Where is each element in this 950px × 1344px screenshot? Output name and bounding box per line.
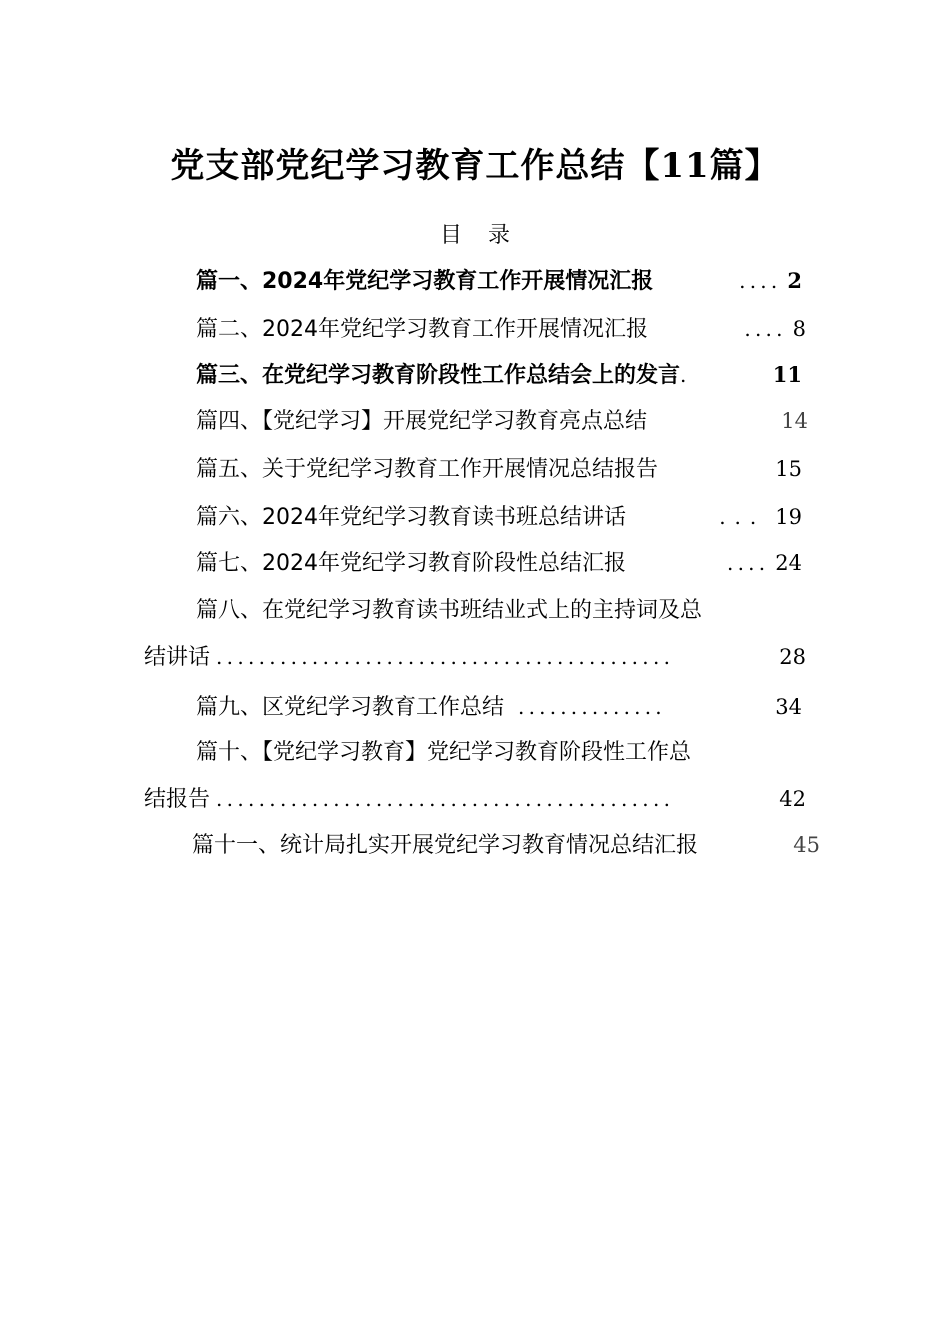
toc-entry[interactable] xyxy=(196,454,802,485)
toc-page-number: 42 xyxy=(779,787,806,811)
toc-entry[interactable] xyxy=(192,830,820,861)
toc-entry-text: 篇四、【党纪学习】开展党纪学习教育亮点总结 xyxy=(196,409,648,434)
toc-heading: 目录 xyxy=(439,223,536,248)
toc-page-number: 19 xyxy=(775,505,802,529)
toc-entry-continuation[interactable] xyxy=(144,642,806,673)
toc-page-number: 2 xyxy=(787,268,802,293)
toc-leader: ........................................... xyxy=(216,787,675,811)
toc-page-number: 24 xyxy=(775,551,802,575)
toc-entry-text: 篇三、在党纪学习教育阶段性工作总结会上的发言 xyxy=(196,363,681,388)
toc-entry[interactable] xyxy=(196,266,802,297)
toc-leader: .... xyxy=(744,317,787,341)
toc-page-number: 15 xyxy=(775,457,802,481)
toc-page-number: 28 xyxy=(779,645,806,669)
toc-entry[interactable] xyxy=(196,360,802,391)
toc-entry-text: 篇九、区党纪学习教育工作总结 xyxy=(196,695,505,720)
toc-entry-text: 结报告 xyxy=(144,787,211,812)
toc-page-number: 45 xyxy=(793,833,820,857)
toc-entry-text: 篇一、2024年党纪学习教育工作开展情况汇报 xyxy=(196,269,654,294)
toc-page-number: 34 xyxy=(775,695,802,719)
toc-leader: .............. xyxy=(518,695,666,719)
toc-entry-text: 篇十一、统计局扎实开展党纪学习教育情况总结汇报 xyxy=(192,833,699,858)
toc-entry-continuation[interactable] xyxy=(144,784,806,815)
toc-leader: ... xyxy=(719,505,766,529)
toc-page-number: 11 xyxy=(772,362,802,387)
toc-entry-text: 篇二、2024年党纪学习教育工作开展情况汇报 xyxy=(196,317,648,342)
toc-page-number: 8 xyxy=(792,317,806,341)
toc-entry[interactable] xyxy=(196,502,802,533)
document-title: 党支部党纪学习教育工作总结【11篇】 xyxy=(170,146,780,186)
toc-leader: ........................................... xyxy=(216,645,675,669)
toc-entry-text: 篇五、关于党纪学习教育工作开展情况总结报告 xyxy=(196,457,659,482)
toc-entry[interactable] xyxy=(196,692,802,723)
toc-entry[interactable] xyxy=(196,314,806,345)
toc-entry-text: 结讲话 xyxy=(144,645,211,670)
toc-entry-text: 篇八、在党纪学习教育读书班结业式上的主持词及总 xyxy=(196,598,703,623)
toc-entry[interactable] xyxy=(196,548,802,579)
toc-leader: .... xyxy=(727,551,770,575)
toc-entry-text: 篇十、【党纪学习教育】党纪学习教育阶段性工作总 xyxy=(196,740,692,765)
toc-entry[interactable] xyxy=(196,596,802,626)
toc-leader: . xyxy=(680,363,687,387)
toc-entry-text: 篇六、2024年党纪学习教育读书班总结讲话 xyxy=(196,505,626,530)
toc-leader: .... xyxy=(739,269,782,293)
toc-page-number: 14 xyxy=(781,409,808,433)
toc-entry[interactable] xyxy=(196,406,808,437)
toc-entry[interactable] xyxy=(196,738,802,768)
toc-entry-text: 篇七、2024年党纪学习教育阶段性总结汇报 xyxy=(196,551,626,576)
